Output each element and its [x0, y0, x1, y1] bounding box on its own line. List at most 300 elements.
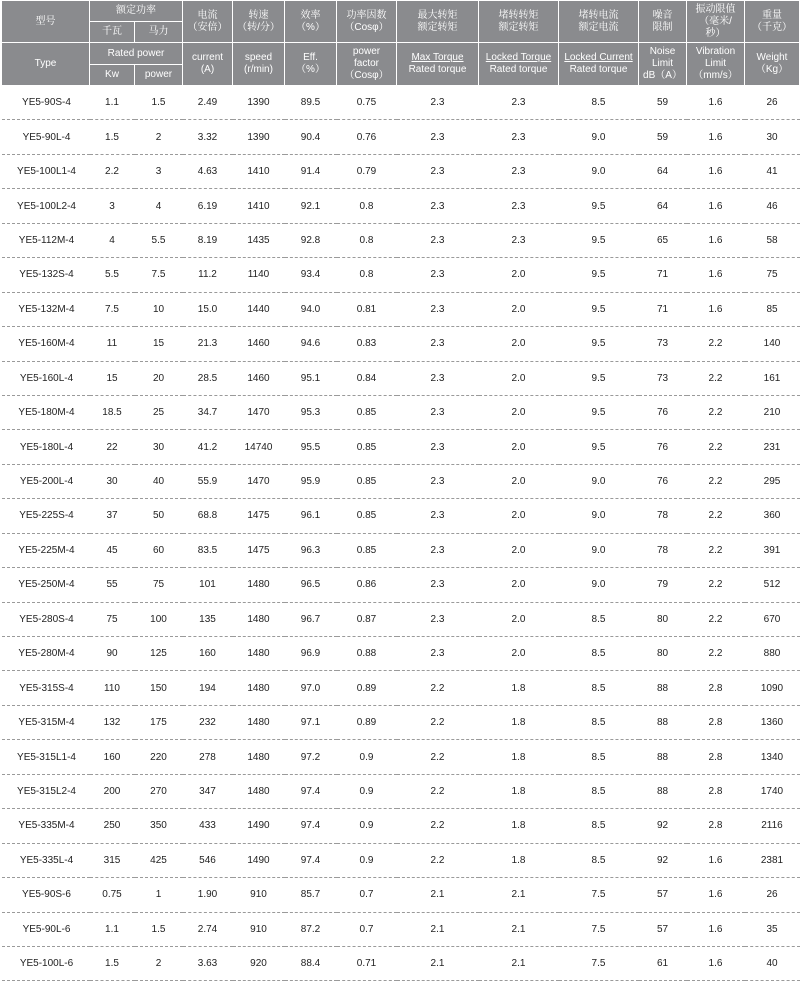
speed-cell: 14740	[233, 430, 285, 464]
noise-cell: 76	[639, 395, 687, 429]
vibration-cell: 1.6	[687, 878, 745, 912]
locked-torque-en-header: Locked Torque Rated torque	[479, 43, 559, 86]
vibration-cell: 2.2	[687, 533, 745, 567]
max-torque-cell: 2.3	[397, 637, 479, 671]
max-torque-cell: 2.1	[397, 912, 479, 946]
locked-current-cell: 7.5	[559, 912, 639, 946]
locked-torque-cell: 2.0	[479, 361, 559, 395]
table-row	[2, 464, 800, 498]
kw-cell: 160	[90, 740, 135, 774]
max-torque-cell: 2.3	[397, 258, 479, 292]
locked-current-cell: 7.5	[559, 878, 639, 912]
locked-current-cell: 8.5	[559, 843, 639, 877]
speed-cell: 1480	[233, 774, 285, 808]
weight-cell: 140	[745, 327, 800, 361]
hp-cell: 4	[135, 189, 183, 223]
speed-cell: 920	[233, 946, 285, 980]
hp-cell: 1	[135, 878, 183, 912]
locked-torque-cell: 2.0	[479, 568, 559, 602]
locked-current-cell: 9.5	[559, 258, 639, 292]
kw-cell: 1.1	[90, 912, 135, 946]
eff-cn-header: 效率 （%）	[285, 1, 337, 43]
locked-current-en-header: Locked Current Rated torque	[559, 43, 639, 86]
efficiency-cell: 89.5	[285, 86, 337, 120]
noise-cell: 80	[639, 602, 687, 636]
noise-cell: 88	[639, 774, 687, 808]
hp-cell: 425	[135, 843, 183, 877]
hp-cell: 15	[135, 327, 183, 361]
locked-torque-cell: 2.3	[479, 223, 559, 257]
kw-cell: 90	[90, 637, 135, 671]
current-cn-header: 电流 （安倍）	[183, 1, 233, 43]
weight-cell: 210	[745, 395, 800, 429]
efficiency-cell: 96.1	[285, 499, 337, 533]
noise-cell: 64	[639, 154, 687, 188]
current-cell: 68.8	[183, 499, 233, 533]
kw-cell: 22	[90, 430, 135, 464]
type-cell: YE5-200L-4	[2, 464, 90, 498]
type-cell: YE5-90S-6	[2, 878, 90, 912]
weight-cell: 30	[745, 120, 800, 154]
locked-current-cell: 9.5	[559, 430, 639, 464]
hp-cell: 30	[135, 430, 183, 464]
table-row	[2, 258, 800, 292]
power-factor-cell: 0.83	[337, 327, 397, 361]
locked-torque-cell: 2.1	[479, 912, 559, 946]
locked-torque-cell: 2.3	[479, 189, 559, 223]
locked-torque-cell: 2.0	[479, 258, 559, 292]
kw-cell: 30	[90, 464, 135, 498]
weight-cell: 512	[745, 568, 800, 602]
speed-cell: 1480	[233, 705, 285, 739]
power-factor-cell: 0.85	[337, 499, 397, 533]
noise-cell: 92	[639, 843, 687, 877]
power-factor-cell: 0.8	[337, 189, 397, 223]
current-cell: 194	[183, 671, 233, 705]
power-factor-cell: 0.87	[337, 602, 397, 636]
noise-cell: 78	[639, 499, 687, 533]
locked-torque-cell: 2.3	[479, 154, 559, 188]
vibration-cell: 1.6	[687, 223, 745, 257]
speed-cell: 1140	[233, 258, 285, 292]
locked-torque-cell: 2.0	[479, 533, 559, 567]
locked-current-cell: 8.5	[559, 809, 639, 843]
efficiency-cell: 92.1	[285, 189, 337, 223]
kw-en-header: Kw	[90, 65, 135, 86]
power-factor-cell: 0.9	[337, 740, 397, 774]
efficiency-cell: 96.9	[285, 637, 337, 671]
efficiency-cell: 93.4	[285, 258, 337, 292]
max-torque-cell: 2.3	[397, 189, 479, 223]
type-cell: YE5-180M-4	[2, 395, 90, 429]
power-factor-cell: 0.85	[337, 395, 397, 429]
kw-cell: 15	[90, 361, 135, 395]
hp-cell: 5.5	[135, 223, 183, 257]
weight-cell: 26	[745, 878, 800, 912]
hp-cell: 10	[135, 292, 183, 326]
hp-cell: 3	[135, 154, 183, 188]
locked-torque-cell: 1.8	[479, 843, 559, 877]
max-torque-cell: 2.3	[397, 292, 479, 326]
noise-cell: 64	[639, 189, 687, 223]
speed-cell: 1460	[233, 327, 285, 361]
locked-current-cell: 9.0	[559, 120, 639, 154]
efficiency-cell: 97.4	[285, 809, 337, 843]
type-cell: YE5-160L-4	[2, 361, 90, 395]
rated-power-cn-header: 额定功率	[90, 1, 183, 22]
locked-torque-cell: 1.8	[479, 809, 559, 843]
power-factor-cell: 0.76	[337, 120, 397, 154]
kw-cell: 315	[90, 843, 135, 877]
max-torque-cell: 2.3	[397, 223, 479, 257]
table-row	[2, 223, 800, 257]
speed-cell: 1390	[233, 120, 285, 154]
locked-current-cell: 9.5	[559, 395, 639, 429]
noise-cell: 59	[639, 86, 687, 120]
max-torque-en-header: Max Torque Rated torque	[397, 43, 479, 86]
locked-torque-cell: 1.8	[479, 671, 559, 705]
table-body	[2, 86, 800, 981]
speed-cell: 1480	[233, 637, 285, 671]
current-cell: 6.19	[183, 189, 233, 223]
max-torque-cell: 2.2	[397, 774, 479, 808]
kw-cell: 0.75	[90, 878, 135, 912]
pf-cn-header: 功率因数 （Cosφ）	[337, 1, 397, 43]
kw-cell: 45	[90, 533, 135, 567]
locked-torque-cn-header: 堵转转矩 额定转矩	[479, 1, 559, 43]
type-cell: YE5-180L-4	[2, 430, 90, 464]
weight-cell: 58	[745, 223, 800, 257]
locked-torque-cell: 2.1	[479, 878, 559, 912]
vibration-cell: 2.2	[687, 327, 745, 361]
hp-cell: 270	[135, 774, 183, 808]
efficiency-cell: 94.0	[285, 292, 337, 326]
speed-cell: 1460	[233, 361, 285, 395]
type-cell: YE5-100L-6	[2, 946, 90, 980]
table-row	[2, 86, 800, 120]
type-cell: YE5-335L-4	[2, 843, 90, 877]
weight-cell: 880	[745, 637, 800, 671]
locked-torque-cell: 2.0	[479, 430, 559, 464]
power-factor-cell: 0.8	[337, 258, 397, 292]
locked-torque-cell: 2.0	[479, 602, 559, 636]
power-factor-cell: 0.89	[337, 671, 397, 705]
current-cell: 28.5	[183, 361, 233, 395]
locked-current-cell: 8.5	[559, 740, 639, 774]
efficiency-cell: 97.4	[285, 774, 337, 808]
speed-cell: 1410	[233, 154, 285, 188]
weight-cell: 2116	[745, 809, 800, 843]
type-cell: YE5-90L-4	[2, 120, 90, 154]
kw-cell: 200	[90, 774, 135, 808]
kw-cell: 250	[90, 809, 135, 843]
weight-cell: 295	[745, 464, 800, 498]
table-row	[2, 705, 800, 739]
current-cell: 34.7	[183, 395, 233, 429]
locked-torque-cell: 1.8	[479, 705, 559, 739]
table-row	[2, 740, 800, 774]
efficiency-cell: 92.8	[285, 223, 337, 257]
locked-current-cell: 9.0	[559, 499, 639, 533]
current-cell: 2.74	[183, 912, 233, 946]
locked-current-cell: 9.5	[559, 292, 639, 326]
noise-cell: 71	[639, 258, 687, 292]
efficiency-cell: 91.4	[285, 154, 337, 188]
noise-cell: 88	[639, 671, 687, 705]
vibration-cell: 1.6	[687, 154, 745, 188]
table-row	[2, 671, 800, 705]
table-row	[2, 602, 800, 636]
type-cell: YE5-335M-4	[2, 809, 90, 843]
hp-cell: 1.5	[135, 912, 183, 946]
max-torque-cell: 2.3	[397, 120, 479, 154]
efficiency-cell: 96.3	[285, 533, 337, 567]
power-factor-cell: 0.9	[337, 809, 397, 843]
type-cell: YE5-100L2-4	[2, 189, 90, 223]
max-torque-cell: 2.3	[397, 499, 479, 533]
vibration-cell: 1.6	[687, 86, 745, 120]
efficiency-cell: 97.4	[285, 843, 337, 877]
speed-cn-header: 转速 （转/分）	[233, 1, 285, 43]
power-factor-cell: 0.71	[337, 946, 397, 980]
table-row	[2, 946, 800, 980]
speed-cell: 1490	[233, 809, 285, 843]
efficiency-cell: 87.2	[285, 912, 337, 946]
vibration-cell: 1.6	[687, 258, 745, 292]
weight-en-header: Weight （Kg）	[745, 43, 800, 86]
type-cell: YE5-280M-4	[2, 637, 90, 671]
efficiency-cell: 95.3	[285, 395, 337, 429]
type-en-header: Type	[2, 43, 90, 86]
power-factor-cell: 0.89	[337, 705, 397, 739]
speed-cell: 1480	[233, 568, 285, 602]
power-factor-cell: 0.85	[337, 430, 397, 464]
efficiency-cell: 88.4	[285, 946, 337, 980]
current-cell: 41.2	[183, 430, 233, 464]
type-cell: YE5-315L2-4	[2, 774, 90, 808]
weight-cn-header: 重量 （千克）	[745, 1, 800, 43]
vibration-cell: 2.8	[687, 740, 745, 774]
noise-cell: 61	[639, 946, 687, 980]
locked-torque-cell: 2.1	[479, 946, 559, 980]
max-torque-cell: 2.3	[397, 361, 479, 395]
noise-cell: 71	[639, 292, 687, 326]
hp-cell: 2	[135, 946, 183, 980]
current-cell: 15.0	[183, 292, 233, 326]
efficiency-cell: 95.9	[285, 464, 337, 498]
vibration-cell: 1.6	[687, 292, 745, 326]
hp-cell: 25	[135, 395, 183, 429]
max-torque-cell: 2.3	[397, 154, 479, 188]
hp-cell: 125	[135, 637, 183, 671]
efficiency-cell: 96.5	[285, 568, 337, 602]
speed-cell: 1470	[233, 395, 285, 429]
table-header	[2, 1, 800, 86]
type-cell: YE5-225S-4	[2, 499, 90, 533]
type-cell: YE5-225M-4	[2, 533, 90, 567]
table-row	[2, 878, 800, 912]
speed-cell: 910	[233, 878, 285, 912]
type-cell: YE5-90L-6	[2, 912, 90, 946]
power-factor-cell: 0.75	[337, 86, 397, 120]
kw-cell: 3	[90, 189, 135, 223]
current-cell: 278	[183, 740, 233, 774]
vibration-cell: 2.2	[687, 395, 745, 429]
efficiency-cell: 96.7	[285, 602, 337, 636]
current-cell: 11.2	[183, 258, 233, 292]
vibration-cell: 2.2	[687, 464, 745, 498]
table-row	[2, 154, 800, 188]
table-row	[2, 361, 800, 395]
current-cell: 1.90	[183, 878, 233, 912]
weight-cell: 1340	[745, 740, 800, 774]
vibration-cell: 2.2	[687, 361, 745, 395]
locked-torque-cell: 1.8	[479, 740, 559, 774]
table-row	[2, 568, 800, 602]
max-torque-cell: 2.2	[397, 843, 479, 877]
kw-cell: 18.5	[90, 395, 135, 429]
max-torque-cell: 2.3	[397, 464, 479, 498]
hp-cell: 60	[135, 533, 183, 567]
table-row	[2, 912, 800, 946]
noise-cell: 80	[639, 637, 687, 671]
locked-current-cell: 8.5	[559, 637, 639, 671]
power-factor-cell: 0.86	[337, 568, 397, 602]
kw-cell: 4	[90, 223, 135, 257]
vibration-en-header: Vibration Limit （mm/s）	[687, 43, 745, 86]
locked-torque-cell: 2.0	[479, 499, 559, 533]
max-torque-cell: 2.3	[397, 395, 479, 429]
table-row	[2, 327, 800, 361]
type-cell: YE5-132S-4	[2, 258, 90, 292]
locked-current-cell: 8.5	[559, 671, 639, 705]
vibration-cell: 2.2	[687, 602, 745, 636]
type-cell: YE5-100L1-4	[2, 154, 90, 188]
efficiency-cell: 94.6	[285, 327, 337, 361]
locked-current-cell: 7.5	[559, 946, 639, 980]
weight-cell: 161	[745, 361, 800, 395]
speed-cell: 1470	[233, 464, 285, 498]
weight-cell: 40	[745, 946, 800, 980]
kw-cell: 7.5	[90, 292, 135, 326]
vibration-cell: 2.8	[687, 774, 745, 808]
speed-cell: 1410	[233, 189, 285, 223]
table-row	[2, 637, 800, 671]
weight-cell: 391	[745, 533, 800, 567]
power-factor-cell: 0.84	[337, 361, 397, 395]
locked-current-cell: 9.0	[559, 464, 639, 498]
locked-torque-cell: 2.3	[479, 86, 559, 120]
speed-cell: 1435	[233, 223, 285, 257]
kw-cell: 55	[90, 568, 135, 602]
current-cell: 433	[183, 809, 233, 843]
noise-cell: 65	[639, 223, 687, 257]
noise-cell: 78	[639, 533, 687, 567]
power-factor-cell: 0.7	[337, 878, 397, 912]
vibration-cell: 2.8	[687, 809, 745, 843]
weight-cell: 26	[745, 86, 800, 120]
current-cell: 347	[183, 774, 233, 808]
efficiency-cell: 90.4	[285, 120, 337, 154]
locked-torque-cell: 2.0	[479, 395, 559, 429]
weight-cell: 85	[745, 292, 800, 326]
hp-cell: 7.5	[135, 258, 183, 292]
locked-current-cell: 9.5	[559, 361, 639, 395]
hp-cell: 220	[135, 740, 183, 774]
hp-cell: 20	[135, 361, 183, 395]
current-cell: 3.32	[183, 120, 233, 154]
type-cell: YE5-90S-4	[2, 86, 90, 120]
current-cell: 3.63	[183, 946, 233, 980]
hp-cell: 40	[135, 464, 183, 498]
kw-cell: 110	[90, 671, 135, 705]
vibration-cell: 1.6	[687, 946, 745, 980]
max-torque-cell: 2.3	[397, 430, 479, 464]
weight-cell: 360	[745, 499, 800, 533]
weight-cell: 2381	[745, 843, 800, 877]
hp-cell: 175	[135, 705, 183, 739]
table-row	[2, 809, 800, 843]
current-cell: 8.19	[183, 223, 233, 257]
hp-cell: 1.5	[135, 86, 183, 120]
weight-cell: 231	[745, 430, 800, 464]
efficiency-cell: 97.2	[285, 740, 337, 774]
current-cell: 160	[183, 637, 233, 671]
table-row	[2, 499, 800, 533]
noise-cell: 76	[639, 430, 687, 464]
kw-cell: 5.5	[90, 258, 135, 292]
weight-cell: 41	[745, 154, 800, 188]
current-cell: 4.63	[183, 154, 233, 188]
power-factor-cell: 0.85	[337, 464, 397, 498]
power-factor-cell: 0.88	[337, 637, 397, 671]
weight-cell: 46	[745, 189, 800, 223]
type-cell: YE5-160M-4	[2, 327, 90, 361]
type-cell: YE5-315L1-4	[2, 740, 90, 774]
current-cell: 83.5	[183, 533, 233, 567]
table-row	[2, 120, 800, 154]
max-torque-cell: 2.2	[397, 809, 479, 843]
type-cell: YE5-250M-4	[2, 568, 90, 602]
vibration-cell: 2.2	[687, 499, 745, 533]
speed-cell: 1480	[233, 740, 285, 774]
max-torque-cell: 2.3	[397, 602, 479, 636]
locked-current-cell: 9.5	[559, 223, 639, 257]
power-factor-cell: 0.81	[337, 292, 397, 326]
vibration-cell: 1.6	[687, 189, 745, 223]
current-cell: 2.49	[183, 86, 233, 120]
noise-cn-header: 噪音 限制	[639, 1, 687, 43]
hp-cell: 350	[135, 809, 183, 843]
speed-cell: 1490	[233, 843, 285, 877]
kw-cell: 37	[90, 499, 135, 533]
noise-cell: 73	[639, 361, 687, 395]
table-row	[2, 189, 800, 223]
type-cell: YE5-280S-4	[2, 602, 90, 636]
speed-cell: 1390	[233, 86, 285, 120]
current-cell: 546	[183, 843, 233, 877]
locked-torque-cell: 2.0	[479, 292, 559, 326]
hp-cell: 100	[135, 602, 183, 636]
table-row	[2, 774, 800, 808]
max-torque-cell: 2.3	[397, 568, 479, 602]
locked-current-cell: 9.0	[559, 568, 639, 602]
max-torque-cell: 2.1	[397, 946, 479, 980]
efficiency-cell: 95.5	[285, 430, 337, 464]
speed-cell: 1475	[233, 533, 285, 567]
type-cn-header: 型号	[2, 1, 90, 43]
vibration-cell: 1.6	[687, 843, 745, 877]
